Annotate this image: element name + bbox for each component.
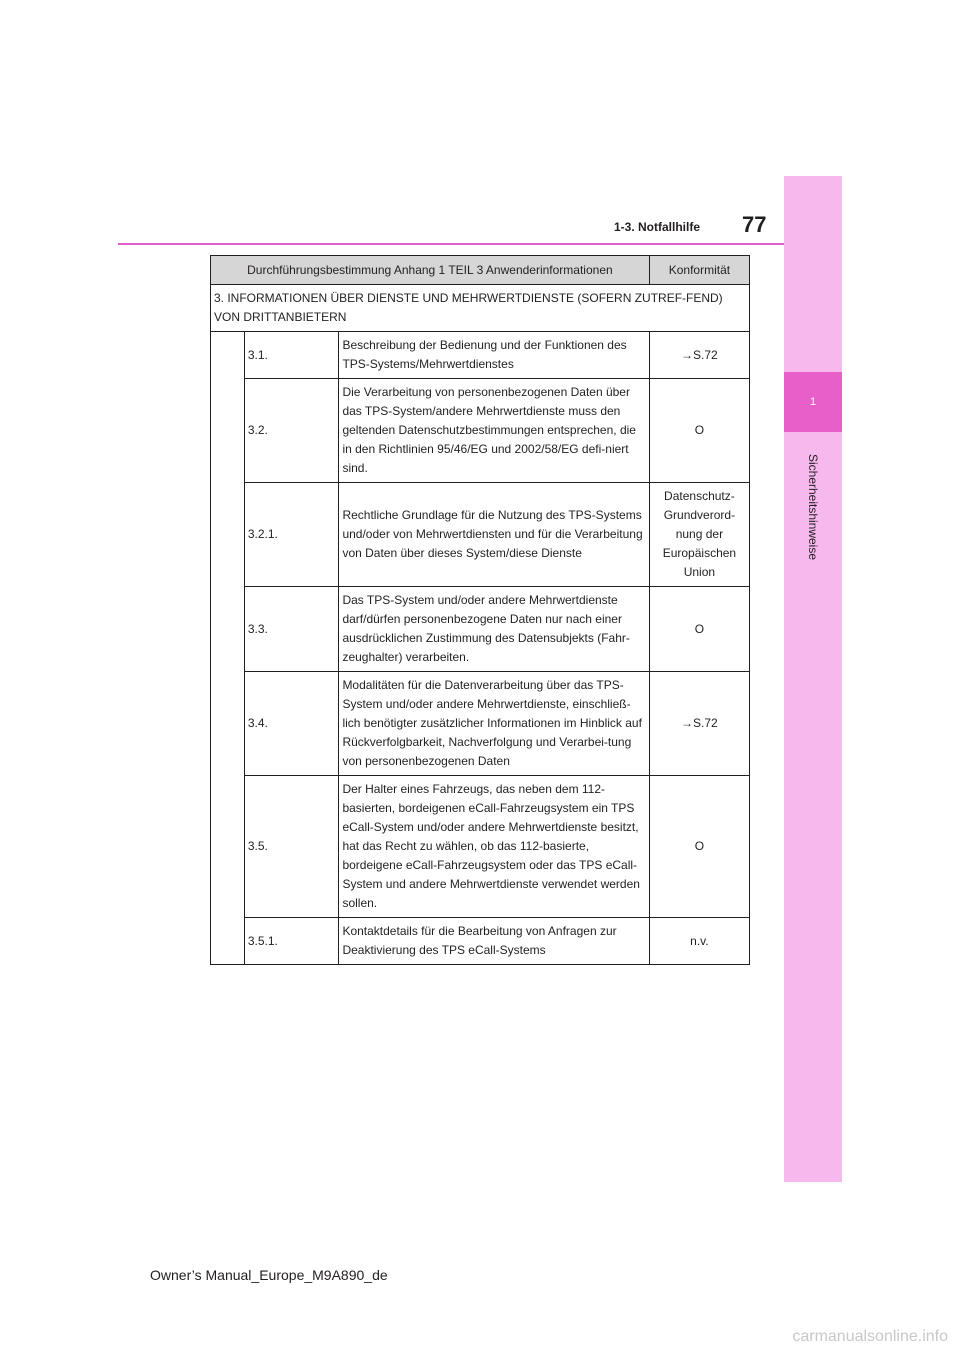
row-description: Kontaktdetails für die Bearbeitung von Anfragen zur Deaktivierung des TPS eCall-Systems xyxy=(339,918,649,965)
table-row xyxy=(211,918,750,965)
row-conformity: O xyxy=(649,587,749,672)
row-conformity: →S.72 xyxy=(649,332,749,379)
header-conformity: Konformität xyxy=(649,256,749,285)
row-number: 3.5. xyxy=(244,776,339,918)
row-description: Die Verarbeitung von personenbezogenen Daten über das TPS-System/andere Mehrwertdienste muss den geltenden Datenschutzbestimmungen entsprechen, die in den Richtlinien 95/46/EG und 2002/58/EG defi-niert sind. xyxy=(339,379,649,483)
row-number: 3.1. xyxy=(244,332,339,379)
table-row xyxy=(211,776,750,918)
page-number: 77 xyxy=(742,212,767,237)
site-watermark: carmanualsonline.info xyxy=(792,1328,948,1345)
row-conformity: →S.72 xyxy=(649,672,749,776)
table-row xyxy=(211,672,750,776)
row-number: 3.4. xyxy=(244,672,339,776)
row-number: 3.2.1. xyxy=(244,483,339,587)
section-heading-row xyxy=(211,285,750,332)
chapter-label: Sicherheitshinweise xyxy=(806,453,820,561)
chapter-tab: 1 xyxy=(784,372,842,432)
table-header-row xyxy=(211,256,750,285)
row-conformity: O xyxy=(649,776,749,918)
regulation-table xyxy=(210,255,750,965)
row-number: 3.3. xyxy=(244,587,339,672)
table-row xyxy=(211,587,750,672)
section-title: 1-3. Notfallhilfe xyxy=(613,220,700,234)
table-row xyxy=(211,483,750,587)
row-conformity: n.v. xyxy=(649,918,749,965)
chapter-side-band xyxy=(784,176,842,1182)
row-conformity: Datenschutz-Grundverord-nung der Europäischen Union xyxy=(649,483,749,587)
table-row xyxy=(211,379,750,483)
row-number: 3.2. xyxy=(244,379,339,483)
row-description: Beschreibung der Bedienung und der Funktionen des TPS-Systems/Mehrwertdienstes xyxy=(339,332,649,379)
row-conformity: O xyxy=(649,379,749,483)
row-description: Das TPS-System und/oder andere Mehrwertdienste darf/dürfen personenbezogene Daten nur nach einer ausdrücklichen Zustimmung des Datensubjekts (Fahr-zeughalter) verarbeiten. xyxy=(339,587,649,672)
header-regulation: Durchführungsbestimmung Anhang 1 TEIL 3 Anwenderinformationen xyxy=(211,256,650,285)
row-description: Modalitäten für die Datenverarbeitung über das TPS-System und/oder andere Mehrwertdienste, einschließ-lich benötigter zusätzlicher Informationen im Hinblick auf Rückverfolgbarkeit, Nachverfolgung und Verarbei-tung von personenbezogenen Daten xyxy=(339,672,649,776)
manual-footer: Owner’s Manual_Europe_M9A890_de xyxy=(150,1267,388,1283)
row-number: 3.5.1. xyxy=(244,918,339,965)
table-row xyxy=(211,332,750,379)
section-heading: 3. INFORMATIONEN ÜBER DIENSTE UND MEHRWERTDIENSTE (SOFERN ZUTREF-FEND) VON DRITTANBIETERN xyxy=(211,285,750,332)
row-description: Rechtliche Grundlage für die Nutzung des TPS-Systems und/oder von Mehrwertdiensten und für die Verarbeitung von Daten über dieses System/diese Dienste xyxy=(339,483,649,587)
header-rule xyxy=(118,243,784,245)
indent-cell xyxy=(211,332,245,965)
row-description: Der Halter eines Fahrzeugs, das neben dem 112-basierten, bordeigenen eCall-Fahrzeugsystem ein TPS eCall-System und/oder andere Mehrwertdienste besitzt, hat das Recht zu wählen, ob das 112-basierte, bordeigene eCall-Fahrzeugsystem oder das TPS eCall-System und andere Mehrwertdienste verwendet werden sollen. xyxy=(339,776,649,918)
